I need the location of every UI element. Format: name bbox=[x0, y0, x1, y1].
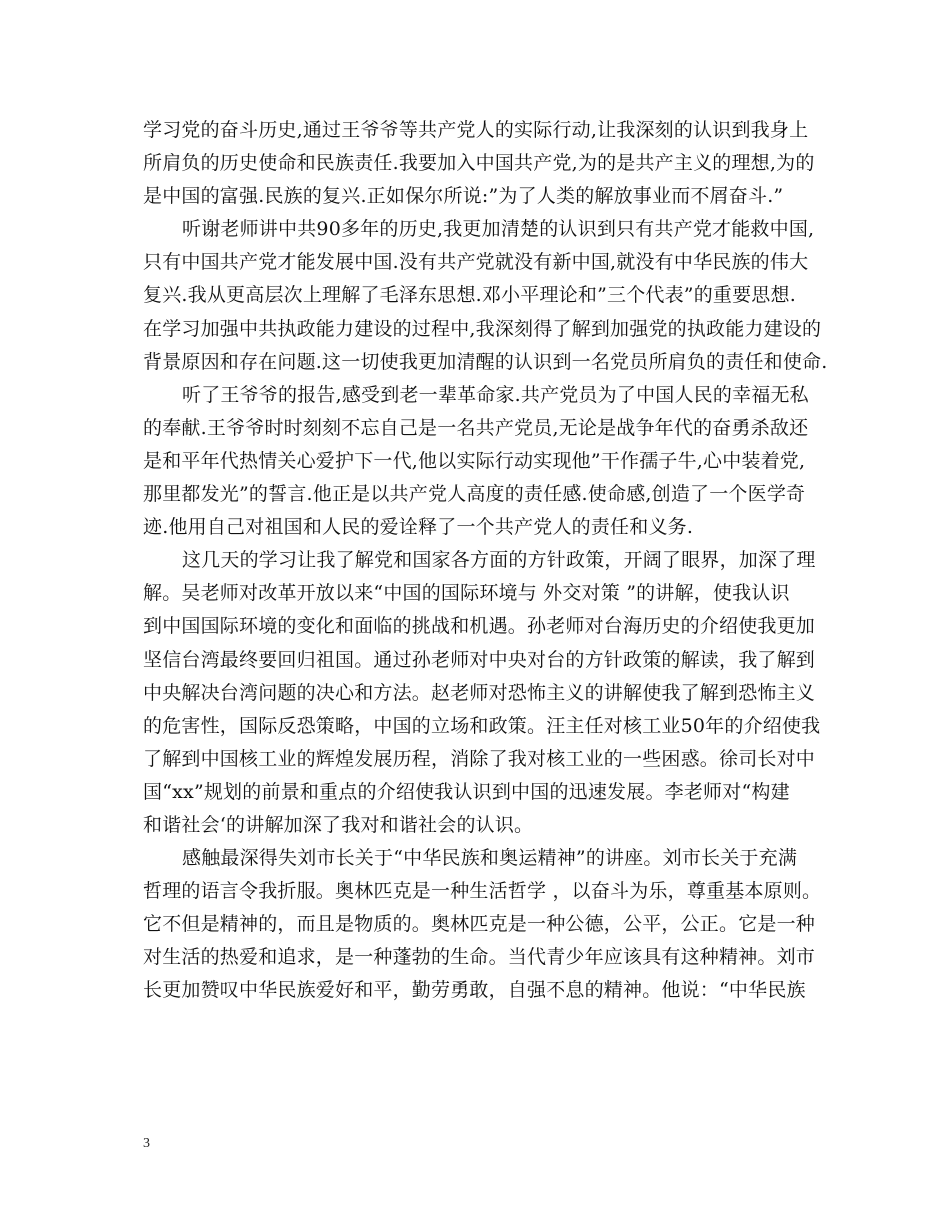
text-line: 它不但是精神的，而且是物质的。奥林匹克是一种公德，公平，公正。它是一种 bbox=[143, 913, 816, 936]
page-number: 3 bbox=[143, 1136, 150, 1151]
text-line: 这几天的学习让我了解党和国家各方面的方针政策，开阔了眼界，加深了理 bbox=[182, 549, 816, 572]
text-line: 对生活的热爱和追求，是一种蓬勃的生命。当代青少年应该具有这种精神。刘市 bbox=[143, 946, 816, 969]
text-line: 中央解决台湾问题的决心和方法。赵老师对恐怖主义的讲解使我了解到恐怖主义 bbox=[143, 681, 816, 704]
paragraph-3 bbox=[143, 379, 811, 544]
text-line: 的奉献.王爷爷时时刻刻不忘自己是一名共产党员,无论是战争年代的奋勇杀敌还 bbox=[143, 416, 809, 439]
text-line: 是和平年代热情关心爱护下一代,他以实际行动实现他”干作孺子牛,心中装着党, bbox=[143, 449, 806, 472]
text-line: 听了王爷爷的报告,感受到老一辈革命家.共产党员为了中国人民的幸福无私 bbox=[182, 383, 809, 406]
text-line: 学习党的奋斗历史,通过王爷爷等共产党人的实际行动,让我深刻的认识到我身上 bbox=[143, 119, 809, 141]
text-line: 了解到中国核工业的辉煌发展历程，消除了我对核工业的一些困惑。徐司长对中 bbox=[143, 747, 816, 770]
text-line: 是中国的富强.民族的复兴.正如保尔所说:”为了人类的解放事业而不屑奋斗.” bbox=[143, 185, 784, 208]
text-line: 感触最深得失刘市长关于“中华民族和奥运精神”的讲座。刘市长关于充满 bbox=[182, 847, 798, 870]
text-line: 坚信台湾最终要回归祖国。通过孙老师对中央对台的方针政策的解读，我了解到 bbox=[143, 648, 816, 671]
paragraph-4 bbox=[143, 544, 821, 842]
text-line: 到中国国际环境的变化和面临的挑战和机遇。孙老师对台海历史的介绍使我更加 bbox=[143, 615, 816, 638]
paragraph-2 bbox=[143, 213, 828, 378]
text-line: 解。吴老师对改革开放以来“中国的国际环境与 外交对策 ”的讲解，使我认识 bbox=[143, 582, 790, 605]
text-line: 迹.他用自己对祖国和人民的爱诠释了一个共产党人的责任和义务. bbox=[143, 516, 694, 539]
text-line: 和谐社会‘的讲解加深了我对和谐社会的认识。 bbox=[143, 813, 534, 836]
text-line: 听谢老师讲中共90多年的历史,我更加清楚的认识到只有共产党才能救中国, bbox=[182, 218, 815, 241]
text-line: 长更加赞叹中华民族爱好和平，勤劳勇敢，自强不息的精神。他说：“中华民族 bbox=[143, 979, 806, 1002]
text-line: 在学习加强中共执政能力建设的过程中,我深刻得了解到加强党的执政能力建设的 bbox=[143, 317, 822, 340]
text-line: 国“xx”规划的前景和重点的介绍使我认识到中国的迅速发展。李老师对“构建 bbox=[143, 780, 790, 803]
text-line: 那里都发光”的誓言.他正是以共产党人高度的责任感.使命感,创造了一个医学奇 bbox=[143, 483, 806, 506]
text-line: 哲理的语言令我折服。奥林匹克是一种生活哲学 ，以奋斗为乐，尊重基本原则。 bbox=[143, 880, 822, 903]
text-line: 复兴.我从更高层次上理解了毛泽东思想.邓小平理论和”三个代表”的重要思想. bbox=[143, 284, 796, 307]
text-line: 只有中国共产党才能发展中国.没有共产党就没有新中国,就没有中华民族的伟大 bbox=[143, 251, 809, 274]
text-line: 所肩负的历史使命和民族责任.我要加入中国共产党,为的是共产主义的理想,为的 bbox=[143, 152, 815, 175]
paragraph-5 bbox=[143, 842, 822, 1007]
paragraph-1 bbox=[143, 114, 815, 213]
text-line: 的危害性，国际反恐策略，中国的立场和政策。汪主任对核工业50年的介绍使我 bbox=[143, 714, 821, 737]
body-text bbox=[143, 114, 828, 1008]
text-line: 背景原因和存在问题.这一切使我更加清醒的认识到一名党员所肩负的责任和使命. bbox=[143, 350, 828, 373]
